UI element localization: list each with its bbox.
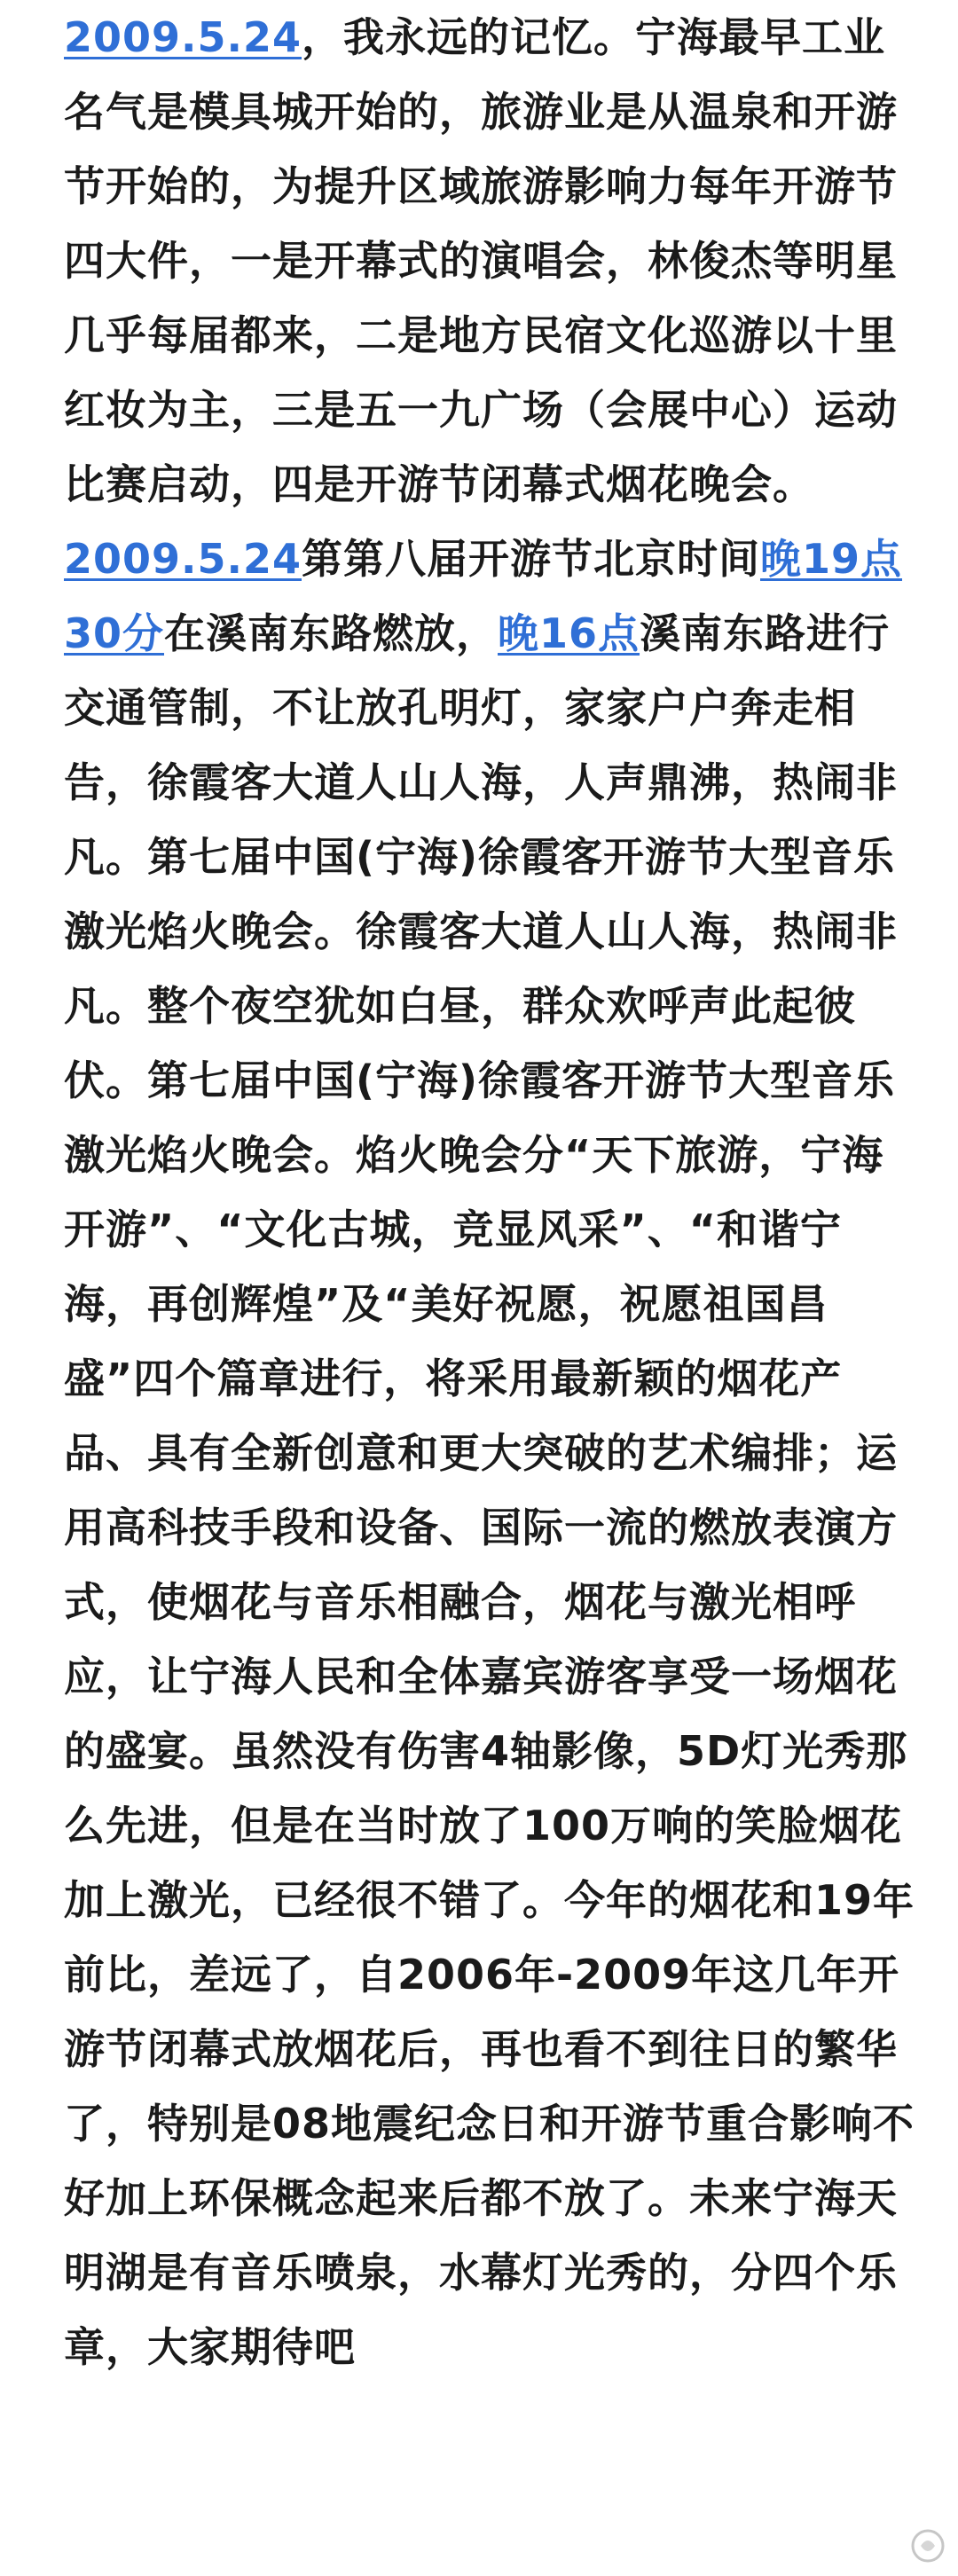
time-link-2[interactable]: 晚16点 bbox=[498, 609, 640, 657]
text-segment-3: 在溪南东路燃放， bbox=[164, 609, 499, 657]
article-body bbox=[64, 0, 915, 2384]
article-paragraph bbox=[64, 0, 915, 2384]
watermark bbox=[910, 2528, 946, 2564]
text-segment-2: 第第八届开游节北京时间 bbox=[302, 535, 760, 583]
logo-icon bbox=[910, 2528, 946, 2564]
time-link-1[interactable]: 晚19点30分 bbox=[64, 535, 903, 657]
date-link-2[interactable]: 2009.5.24 bbox=[64, 535, 302, 583]
date-link-1[interactable]: 2009.5.24 bbox=[64, 13, 302, 61]
text-segment-1: ，我永远的记忆。宁海最早工业名气是模具城开始的，旅游业是从温泉和开游节开始的，为提升区域旅游影响力每年开游节四大件，一是开幕式的演唱会，林俊杰等明星几乎每届都来，二是地方民宿文化巡游以十里红妆为主，三是五一九广场（会展中心）运动比赛启动，四是开游节闭幕式烟花晚会。 bbox=[64, 13, 898, 508]
text-segment-4: 溪南东路进行交通管制，不让放孔明灯，家家户户奔走相告，徐霞客大道人山人海，人声鼎沸，热闹非凡。第七届中国(宁海)徐霞客开游节大型音乐激光焰火晚会。徐霞客大道人山人海，热闹非凡。整个夜空犹如白昼，群众欢呼声此起彼伏。第七届中国(宁海)徐霞客开游节大型音乐激光焰火晚会。焰火晚会分“天下旅游，宁海开游”、“文化古城，竞显风采”、“和谐宁海，再创辉煌”及“美好祝愿，祝愿祖国昌盛”四个篇章进行，将采用最新颖的烟花产品、具有全新创意和更大突破的艺术编排；运用高科技手段和设备、国际一流的燃放表演方式，使烟花与音乐相融合，烟花与激光相呼应，让宁海人民和全体嘉宾游客享受一场烟花的盛宴。虽然没有伤害4轴影像，5D灯光秀那么先进，但是在当时放了100万响的笑脸烟花加上激光，已经很不错了。今年的烟花和19年前比，差远了，自2006年-2009年这几年开游节闭幕式放烟花后，再也看不到往日的繁华了，特别是08地震纪念日和开游节重合影响不好加上环保概念起来后都不放了。未来宁海天明湖是有音乐喷泉，水幕灯光秀的，分四个乐章，大家期待吧 bbox=[64, 609, 915, 2371]
